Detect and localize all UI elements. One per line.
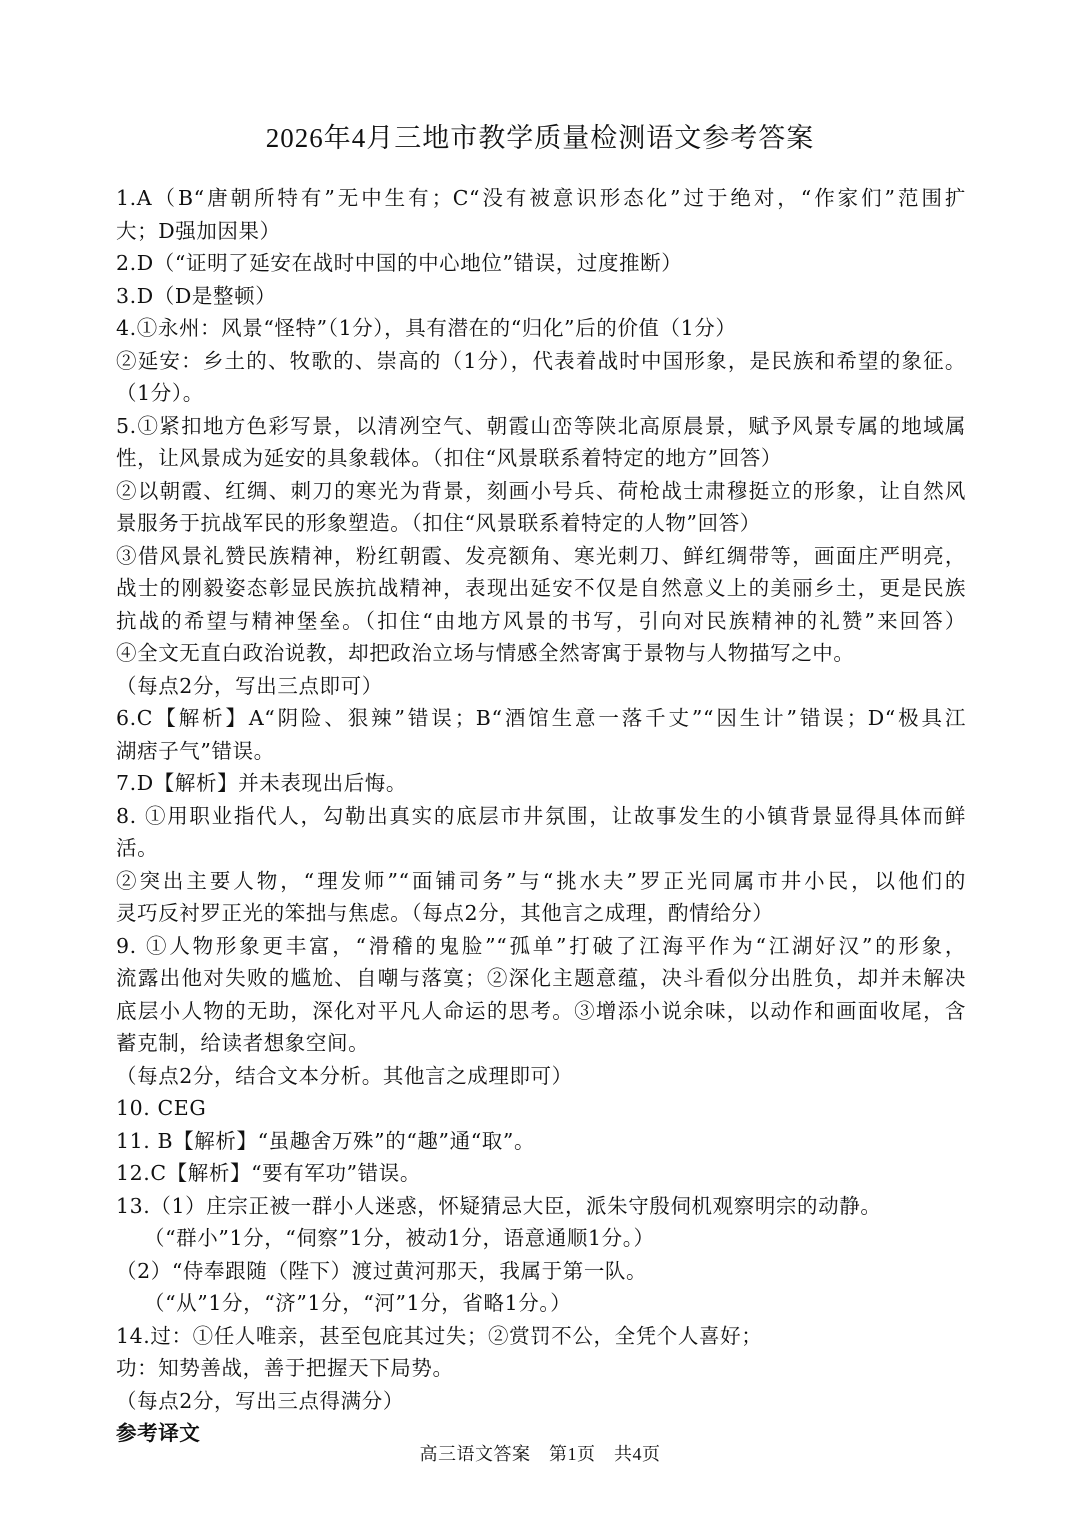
answer-line: （每点2分，结合文本分析。其他言之成理即可） — [116, 1063, 573, 1088]
answer-line: 湖痞子气”错误。 — [116, 738, 275, 763]
answer-line: 10. CEG — [116, 1096, 207, 1120]
answer-line: ②突出主要人物，“理发师”“面铺司务”与“挑水夫”罗正光同属市井小民，以他们的 — [116, 868, 966, 893]
answer-line: 5.①紧扣地方色彩写景，以清冽空气、朝霞山峦等陕北高原晨景，赋予风景专属的地域属 — [116, 413, 966, 438]
answer-line: 7.D【解析】并未表现出后悔。 — [116, 771, 407, 795]
answer-line: 14.过：①任人唯亲，甚至包庇其过失；②赏罚不公，全凭个人喜好； — [116, 1323, 763, 1348]
answer-content — [116, 182, 966, 1450]
answer-line: 3.D（D是整顿） — [116, 283, 277, 308]
answer-line: 抗战的希望与精神堡垒。（扣住“由地方风景的书写，引向对民族精神的礼赞”来回答） — [116, 608, 966, 633]
answer-line: ②延安：乡土的、牧歌的、崇高的（1分），代表着战时中国形象，是民族和希望的象征。 — [116, 348, 966, 373]
answer-line: 11. B【解析】“虽趣舍万殊”的“趣”通“取”。 — [116, 1128, 536, 1153]
answer-line: （1分）。 — [116, 381, 204, 405]
answer-line: 4.①永州：风景“怪特”（1分），具有潜在的“归化”后的价值（1分） — [116, 316, 737, 340]
answer-line: ③借风景礼赞民族精神，粉红朝霞、发亮额角、寒光刺刀、鲜红绸带等，画面庄严明亮， — [116, 543, 966, 568]
page-footer: 高三语文答案 第1页 共4页 — [419, 1444, 661, 1464]
answer-line: 2.D（“证明了延安在战时中国的中心地位”错误，过度推断） — [116, 251, 683, 275]
answer-line: （2）“侍奉跟随（陛下）渡过黄河那天，我属于第一队。 — [116, 1258, 648, 1283]
answer-line: 底层小人物的无助，深化对平凡人命运的思考。③增添小说余味，以动作和画面收尾，含 — [116, 998, 966, 1023]
answer-line: （每点2分，写出三点得满分） — [116, 1388, 404, 1413]
answer-line: （每点2分，写出三点即可） — [116, 673, 383, 698]
answer-line: 景服务于抗战军民的形象塑造。（扣住“风景联系着特定的人物”回答） — [116, 511, 761, 535]
answer-line: 6.C【解析】A“阴险、狠辣”错误；B“酒馆生意一落千丈”“因生计”错误；D“极具江 — [116, 706, 966, 730]
answer-line: （“群小”1分，“伺察”1分，被动1分，语意通顺1分。） — [144, 1226, 655, 1250]
page-title: 2026年4月三地市教学质量检测语文参考答案 — [265, 123, 815, 153]
answer-line: 12.C【解析】“要有军功”错误。 — [116, 1161, 421, 1185]
answer-line: 1.A（B“唐朝所特有”无中生有；C“没有被意识形态化”过于绝对，“作家们”范围扩 — [116, 186, 966, 210]
answer-line: ②以朝霞、红绸、刺刀的寒光为背景，刻画小号兵、荷枪战士肃穆挺立的形象，让自然风 — [116, 478, 966, 503]
answer-line: （“从”1分，“济”1分，“河”1分，省略1分。） — [144, 1291, 572, 1315]
answer-line: 性，让风景成为延安的具象载体。（扣住“风景联系着特定的地方”回答） — [116, 446, 783, 470]
section-heading-translation: 参考译文 — [116, 1421, 201, 1445]
answer-line: 功：知势善战，善于把握天下局势。 — [116, 1356, 454, 1380]
answer-line: 灵巧反衬罗正光的笨拙与焦虑。（每点2分，其他言之成理，酌情给分） — [116, 901, 774, 925]
answer-line: 13.（1）庄宗正被一群小人迷惑，怀疑猜忌大臣，派朱守殷伺机观察明宗的动静。 — [116, 1193, 882, 1218]
answer-line: 大；D强加因果） — [116, 218, 281, 243]
answer-line: 9. ①人物形象更丰富，“滑稽的鬼脸”“孤单”打破了江海平作为“江湖好汉”的形象， — [116, 933, 966, 958]
answer-line: 8. ①用职业指代人，勾勒出真实的底层市井氛围，让故事发生的小镇背景显得具体而鲜 — [116, 803, 966, 828]
answer-line: ④全文无直白政治说教，却把政治立场与情感全然寄寓于景物与人物描写之中。 — [116, 641, 855, 665]
answer-line: 蓄克制，给读者想象空间。 — [116, 1031, 370, 1055]
answer-line: 战士的刚毅姿态彰显民族抗战精神，表现出延安不仅是自然意义上的美丽乡土，更是民族 — [116, 576, 966, 600]
answer-line: 流露出他对失败的尴尬、自嘲与落寞；②深化主题意蕴，决斗看似分出胜负，却并未解决 — [116, 966, 966, 990]
answer-line: 活。 — [116, 836, 159, 860]
